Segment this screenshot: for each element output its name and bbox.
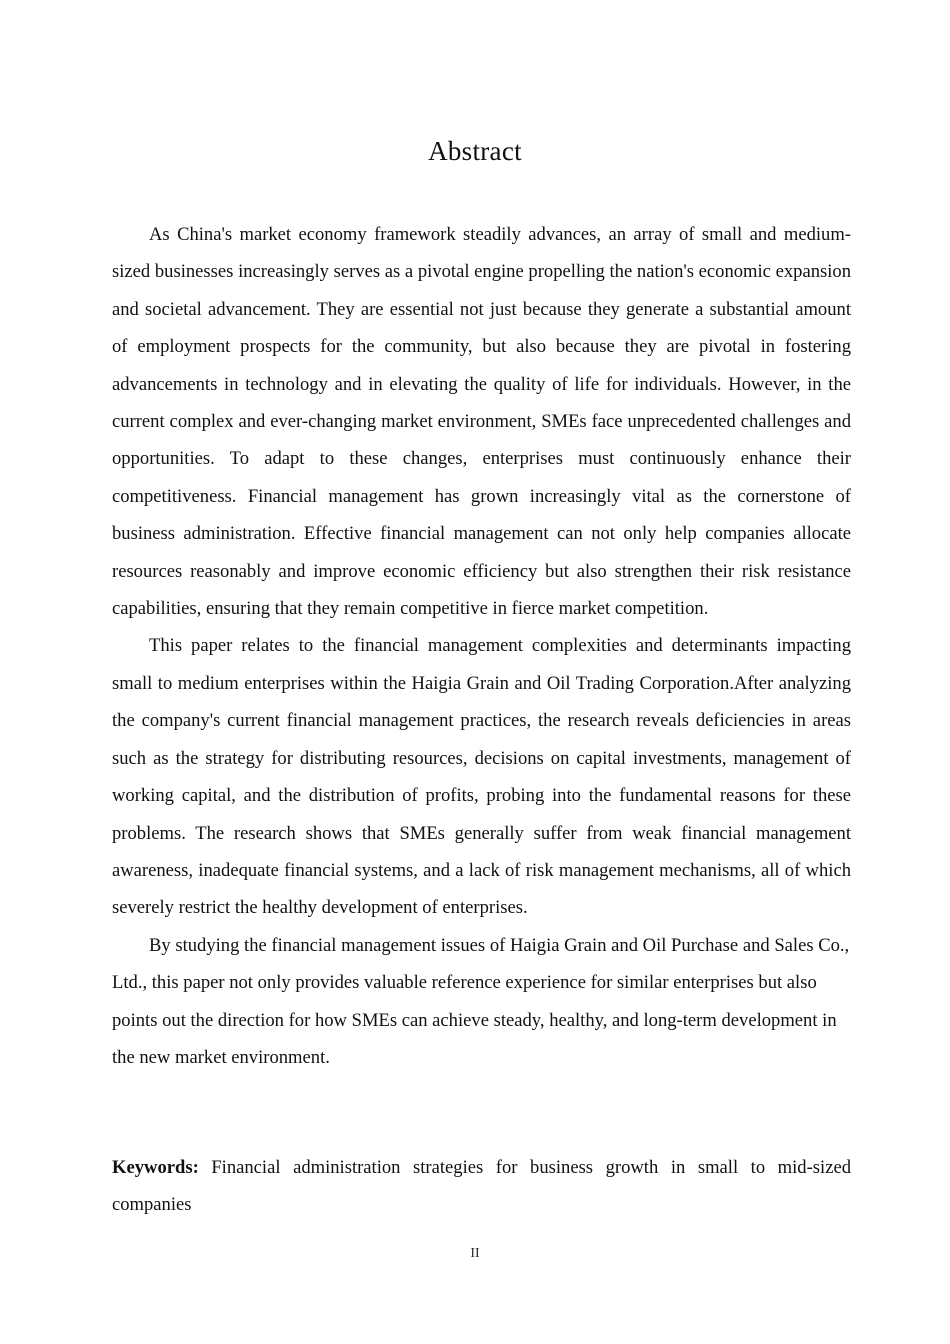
keywords-spacer xyxy=(199,1157,212,1178)
paragraph: As China's market economy framework steadily advances, an array of small and medium-sized businesses increasingly serves as a pivotal engine propelling the nation's economic expansion and societal advancement. They are essential not just because they generate a substantial amount of employment prospects for the community, but also because they are pivotal in fostering advancements in technology and in elevating the quality of life for individuals. However, in the current complex and ever-changing market environment, SMEs face unprecedented challenges and opportunities. To adapt to these changes, enterprises must continuously enhance their competitiveness. Financial management has grown increasingly vital as the cornerstone of business administration. Effective financial management can not only help companies allocate resources reasonably and improve economic efficiency but also strengthen their risk resistance capabilities, ensuring that they remain competitive in fierce market competition. xyxy=(112,224,851,620)
paragraph: This paper relates to the financial management complexities and determinants impacting small to medium enterprises within the Haigia Grain and Oil Trading Corporation.After analyzing the company's current financial management practices, the research reveals deficiencies in areas such as the strategy for distributing resources, decisions on capital investments, management of working capital, and the distribution of profits, probing into the fundamental reasons for these problems. The research shows that SMEs generally suffer from weak financial management awareness, inadequate financial systems, and a lack of risk management mechanisms, all of which severely restrict the healthy development of enterprises. xyxy=(112,635,851,919)
paragraph: By studying the financial management issues of Haigia Grain and Oil Purchase and Sales Co., Ltd., this paper not only provides valuable reference experience for similar enterprises but also points out the direction for how SMEs can achieve steady, healthy, and long-term development in the new market environment. xyxy=(112,934,850,1068)
keywords-section xyxy=(112,1149,851,1224)
page-number: II xyxy=(470,1246,480,1261)
abstract-body xyxy=(112,216,851,1076)
keywords-line xyxy=(112,1149,851,1224)
keywords-value: Financial administration strategies for business growth in small to mid-sized companies xyxy=(112,1157,852,1216)
page-title: Abstract xyxy=(428,136,522,167)
keywords-label: Keywords: xyxy=(112,1157,199,1178)
